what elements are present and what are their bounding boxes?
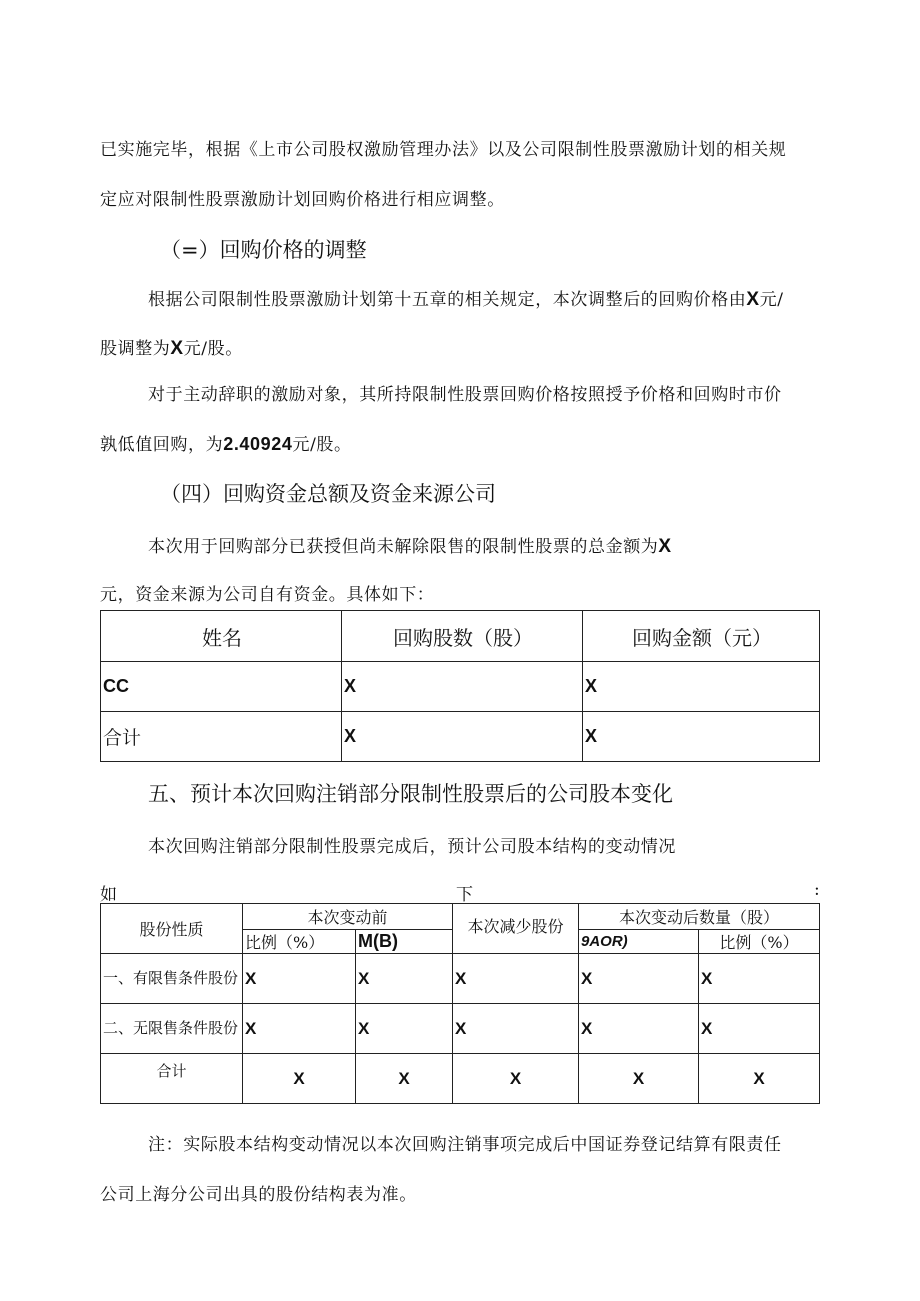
price-before-value: X (746, 289, 760, 310)
paragraph-3-line-1: 对于主动辞职的激励对象，其所持限制性股票回购价格按照授予价格和回购时市价 (148, 385, 782, 405)
cell-before-ratio: X (243, 954, 356, 1004)
section-heading-4: （四）回购资金总额及资金来源公司 (160, 482, 496, 506)
table-header-row (101, 611, 820, 662)
repurchase-table (100, 610, 820, 762)
table-row (101, 662, 820, 712)
cell-name: 合计 (101, 712, 342, 762)
cell-reduced: X (453, 1054, 579, 1104)
cell-before-qty: X (356, 1054, 453, 1104)
cell-after-qty: X (579, 1054, 699, 1104)
paragraph-5-word-b: 下 (456, 885, 474, 905)
header-reduced-shares: 本次减少股份 (453, 904, 579, 954)
paragraph-4-line-1 (148, 532, 672, 558)
cell-share-nature: 二、无限售条件股份 (101, 1004, 243, 1054)
paragraph-2-text-a: 根据公司限制性股票激励计划第十五章的相关规定，本次调整后的回购价格由 (148, 290, 747, 310)
cell-after-qty: X (579, 1004, 699, 1054)
header-shares: 回购股数（股） (342, 611, 583, 662)
table-row (101, 1004, 820, 1054)
share-structure-table (100, 903, 820, 1104)
paragraph-2-text-b: 元/ (759, 290, 784, 310)
cell-name: CC (101, 662, 342, 712)
header-before-qty: M(B) (356, 930, 453, 954)
paragraph-1-line-1: 已实施完毕，根据《上市公司股权激励管理办法》以及公司限制性股票激励计划的相关规 (100, 140, 787, 160)
price-after-value: X (170, 338, 184, 359)
cell-after-ratio: X (699, 954, 820, 1004)
cell-after-ratio: X (699, 1054, 820, 1104)
paragraph-3-text-b: 元/股。 (292, 435, 352, 455)
paragraph-2-line-1 (148, 285, 784, 311)
cell-before-ratio: X (243, 1054, 356, 1104)
cell-share-nature: 一、有限售条件股份 (101, 954, 243, 1004)
paragraph-5-colon: : (814, 880, 821, 900)
cell-before-qty: X (356, 954, 453, 1004)
cell-amount: X (583, 712, 820, 762)
cell-reduced: X (453, 954, 579, 1004)
note-line-2: 公司上海分公司出具的股份结构表为准。 (100, 1185, 417, 1205)
section-heading-3: （=）回购价格的调整 (160, 238, 367, 262)
paragraph-3-line-2 (100, 430, 352, 455)
cell-after-qty: X (579, 954, 699, 1004)
paragraph-2-text-c: 股调整为 (100, 339, 171, 359)
paragraph-2-text-d: 元/股。 (183, 339, 243, 359)
section-heading-5: 五、预计本次回购注销部分限制性股票后的公司股本变化 (148, 782, 673, 806)
note-line-1: 注：实际股本结构变动情况以本次回购注销事项完成后中国证券登记结算有限责任 (148, 1135, 782, 1155)
cell-before-ratio: X (243, 1004, 356, 1054)
paragraph-4-line-2: 元，资金来源为公司自有资金。具体如下： (100, 585, 435, 605)
header-amount: 回购金额（元） (583, 611, 820, 662)
header-share-nature: 股份性质 (101, 904, 243, 954)
cell-amount: X (583, 662, 820, 712)
header-after-change: 本次变动后数量（股） (579, 904, 820, 930)
total-amount-value: X (658, 536, 672, 557)
table-row (101, 1054, 820, 1104)
cell-shares: X (342, 662, 583, 712)
header-name: 姓名 (101, 611, 342, 662)
table-row (101, 954, 820, 1004)
paragraph-4-text-a: 本次用于回购部分已获授但尚未解除限售的限制性股票的总金额为 (148, 537, 659, 557)
header-after-ratio: 比例（%） (699, 930, 820, 954)
header-before-change: 本次变动前 (243, 904, 453, 930)
header-before-ratio: 比例（%） (243, 930, 356, 954)
paragraph-2-line-2 (100, 334, 243, 360)
cell-after-ratio: X (699, 1004, 820, 1054)
table-header-row (101, 904, 820, 930)
paragraph-1-line-2: 定应对限制性股票激励计划回购价格进行相应调整。 (100, 190, 505, 210)
table-row (101, 712, 820, 762)
paragraph-5-line-1: 本次回购注销部分限制性股票完成后，预计公司股本结构的变动情况 (148, 837, 676, 857)
header-after-qty: 9AOR) (579, 930, 699, 954)
cell-reduced: X (453, 1004, 579, 1054)
paragraph-5-word-a: 如 (100, 885, 118, 905)
resign-price-value: 2.40924 (223, 434, 293, 454)
cell-shares: X (342, 712, 583, 762)
cell-share-nature: 合计 (101, 1054, 243, 1104)
cell-before-qty: X (356, 1004, 453, 1054)
paragraph-3-text-a: 孰低值回购，为 (100, 435, 224, 455)
